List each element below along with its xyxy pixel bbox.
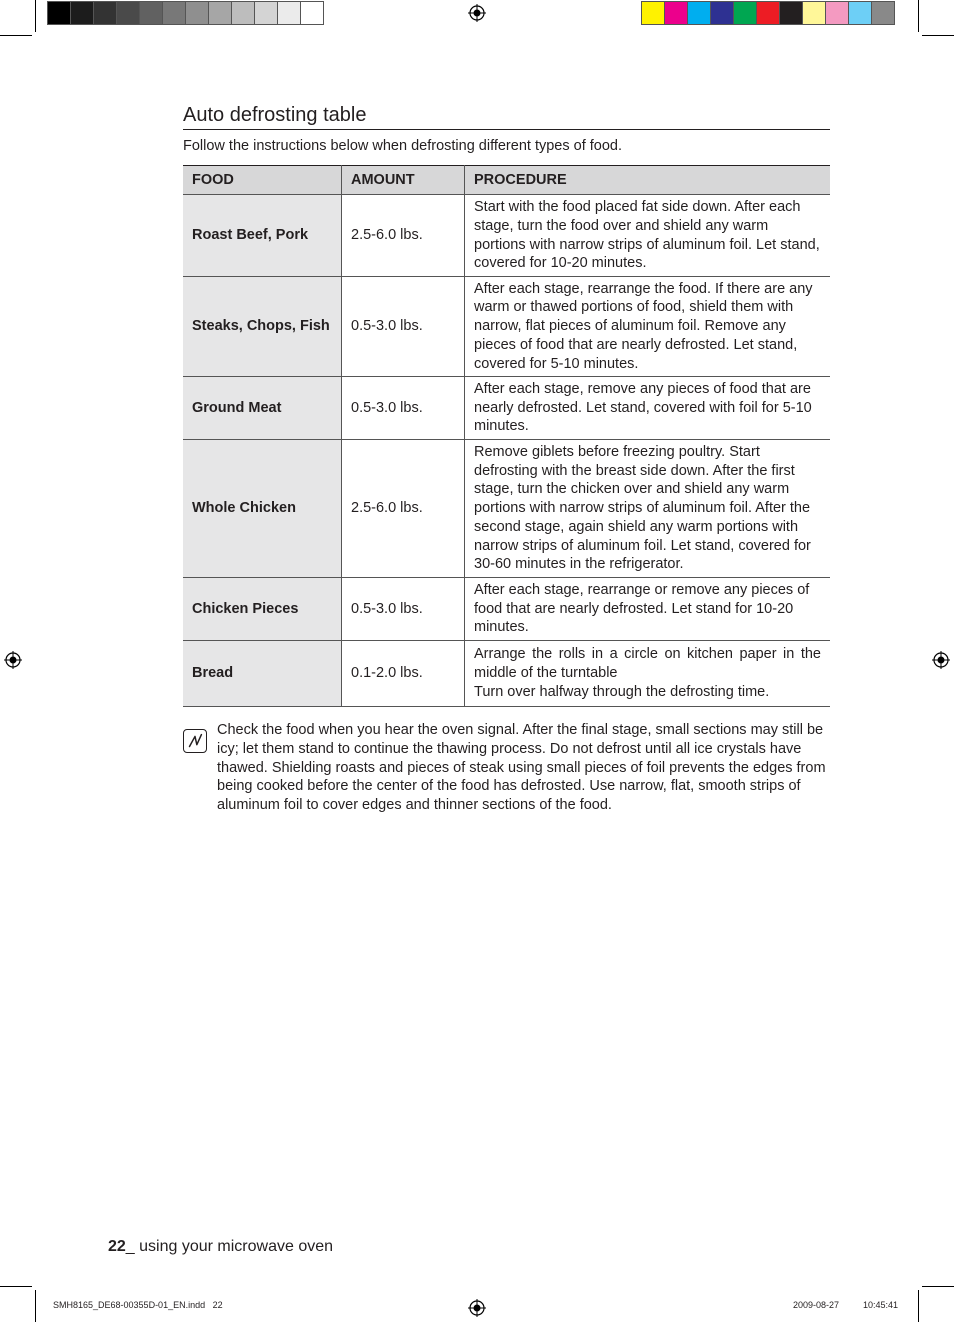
registration-mark-icon (932, 651, 950, 669)
color-swatch (802, 1, 826, 25)
color-swatch (139, 1, 163, 25)
note-text: Check the food when you hear the oven signal. After the final stage, small sections may still be icy; let them stand to continue the thawing process. Do not defrost until all ice crystals have thawed. Shielding roasts and pieces of steak using small pieces of foil prevents the edges from being cooked before the center of the food has defrosted. Use narrow, flat, smooth strips of aluminum foil to cover edges and thinner sections of the food. (217, 722, 826, 814)
amount-cell: 2.5-6.0 lbs. (342, 440, 465, 578)
header-food: FOOD (183, 166, 342, 195)
color-swatch (710, 1, 734, 25)
note-pen-icon (183, 729, 207, 753)
registration-mark-icon (468, 4, 486, 22)
food-cell: Chicken Pieces (183, 578, 342, 641)
food-cell: Steaks, Chops, Fish (183, 277, 342, 377)
crop-mark (0, 35, 32, 36)
food-cell: Roast Beef, Pork (183, 195, 342, 277)
table-row (183, 277, 830, 377)
procedure-line: Arrange the rolls in a circle on kitchen paper in the middle of the turntable (474, 646, 821, 682)
table-row (183, 377, 830, 440)
crop-mark (35, 0, 36, 32)
color-swatch (208, 1, 232, 25)
amount-cell: 0.5-3.0 lbs. (342, 277, 465, 377)
color-swatch (254, 1, 278, 25)
color-swatch (185, 1, 209, 25)
color-swatch (756, 1, 780, 25)
color-swatch (70, 1, 94, 25)
color-swatch (47, 1, 71, 25)
page-number: 22 (108, 1238, 126, 1255)
slug-date: 2009-08-27 (793, 1300, 840, 1310)
food-cell: Ground Meat (183, 377, 342, 440)
procedure-cell: After each stage, remove any pieces of food that are nearly defrosted. Let stand, covered with foil for 5-10 minutes. (465, 377, 831, 440)
color-swatch-bar (641, 1, 894, 25)
color-swatch (277, 1, 301, 25)
color-swatch (162, 1, 186, 25)
color-swatch (687, 1, 711, 25)
color-swatch (93, 1, 117, 25)
amount-cell: 0.5-3.0 lbs. (342, 578, 465, 641)
color-swatch (231, 1, 255, 25)
crop-mark (0, 1286, 32, 1287)
color-swatch (871, 1, 895, 25)
registration-mark-icon (4, 651, 22, 669)
color-swatch (825, 1, 849, 25)
table-header-row (183, 166, 830, 195)
header-procedure: PROCEDURE (465, 166, 831, 195)
color-swatch (664, 1, 688, 25)
header-amount: AMOUNT (342, 166, 465, 195)
table-row (183, 440, 830, 578)
page-footer (108, 1238, 333, 1256)
procedure-cell: After each stage, rearrange or remove any pieces of food that are nearly defrosted. Let stand for 10-20 minutes. (465, 578, 831, 641)
table-row (183, 641, 830, 707)
section-name: _ using your microwave oven (125, 1238, 334, 1255)
table-row (183, 578, 830, 641)
grayscale-swatch-bar (47, 1, 323, 25)
food-cell: Bread (183, 641, 342, 707)
page-title: Auto defrosting table (183, 104, 367, 126)
amount-cell: 0.1-2.0 lbs. (342, 641, 465, 707)
color-swatch (733, 1, 757, 25)
color-swatch (300, 1, 324, 25)
crop-mark (922, 1286, 954, 1287)
registration-mark-icon (468, 1299, 486, 1317)
amount-cell: 0.5-3.0 lbs. (342, 377, 465, 440)
crop-mark (918, 0, 919, 32)
slug-file: SMH8165_DE68-00355D-01_EN.indd 22 (53, 1300, 223, 1310)
defrost-table (183, 165, 830, 707)
title-underline (183, 129, 830, 130)
table-row (183, 195, 830, 277)
color-swatch (641, 1, 665, 25)
intro-text: Follow the instructions below when defrosting different types of food. (183, 138, 623, 154)
crop-mark (35, 1290, 36, 1322)
color-swatch (848, 1, 872, 25)
food-cell: Whole Chicken (183, 440, 342, 578)
procedure-line: Turn over halfway through the defrosting time. (474, 683, 770, 700)
slug-time: 10:45:41 (863, 1300, 899, 1310)
procedure-cell (465, 641, 831, 707)
color-swatch (116, 1, 140, 25)
crop-mark (922, 35, 954, 36)
procedure-cell: Start with the food placed fat side down. After each stage, turn the food over and shield any warm portions with narrow strips of aluminum foil. Let stand, covered for 10-20 minutes. (465, 195, 831, 277)
procedure-cell: After each stage, rearrange the food. If there are any warm or thawed portions of food, shield them with narrow, flat pieces of aluminum foil. Remove any pieces of food that are nearly defrosted. Let stand, covered for 5-10 minutes. (465, 277, 831, 377)
color-swatch (779, 1, 803, 25)
crop-mark (918, 1290, 919, 1322)
amount-cell: 2.5-6.0 lbs. (342, 195, 465, 277)
procedure-cell: Remove giblets before freezing poultry. Start defrosting with the breast side down. After the first stage, turn the chicken over and shield any warm portions with narrow strips of aluminum foil. After the second stage, again shield any warm portions with narrow strips of aluminum foil. Let stand, covered for 30-60 minutes in the refrigerator. (465, 440, 831, 578)
